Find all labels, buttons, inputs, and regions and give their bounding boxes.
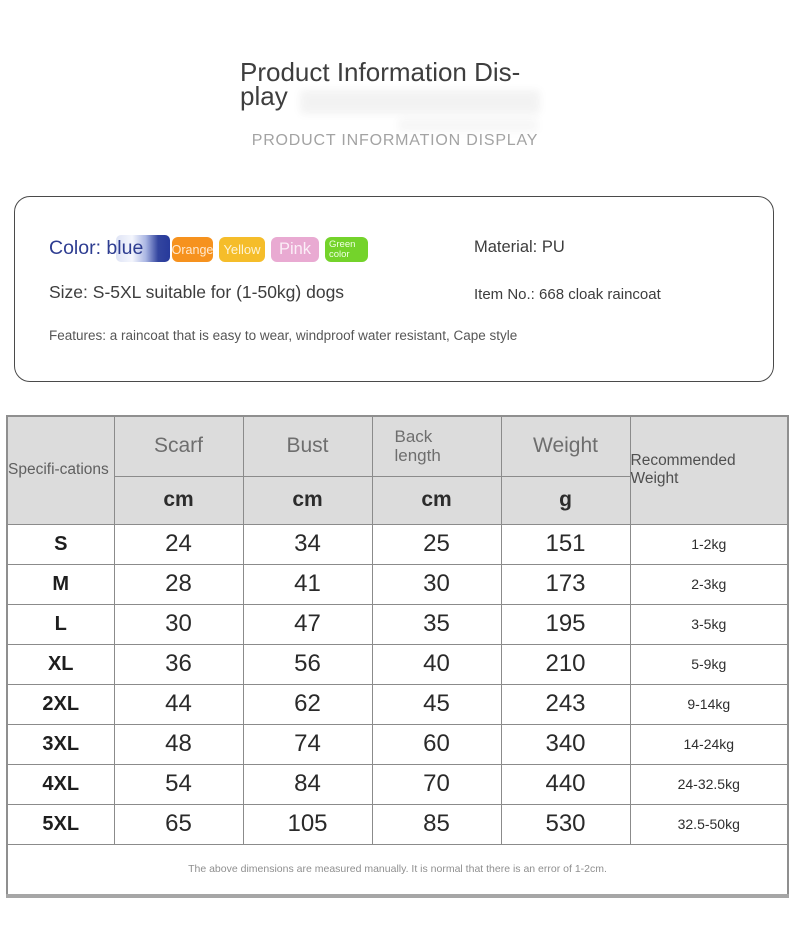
cell-back: 60 [372, 724, 501, 764]
header-scarf: Scarf [114, 416, 243, 476]
cell-recommended: 9-14kg [630, 684, 788, 724]
cell-back: 35 [372, 604, 501, 644]
cell-recommended: 1-2kg [630, 524, 788, 564]
cell-back: 30 [372, 564, 501, 604]
size-chart-table [6, 415, 789, 898]
cell-scarf: 30 [114, 604, 243, 644]
cell-size: M [7, 564, 114, 604]
table-note-row [7, 844, 788, 896]
unit-back-length: cm [372, 476, 501, 524]
cell-recommended: 5-9kg [630, 644, 788, 684]
cell-weight: 243 [501, 684, 630, 724]
cell-scarf: 54 [114, 764, 243, 804]
page-title-line2: play [240, 81, 288, 111]
table-row-5xl [7, 804, 788, 844]
cell-bust: 34 [243, 524, 372, 564]
cell-recommended: 32.5-50kg [630, 804, 788, 844]
cell-scarf: 65 [114, 804, 243, 844]
header-bust: Bust [243, 416, 372, 476]
header-weight: Weight [501, 416, 630, 476]
cell-scarf: 24 [114, 524, 243, 564]
cell-recommended: 14-24kg [630, 724, 788, 764]
page-title-line1: Product Information Dis- [240, 57, 521, 87]
cell-size: L [7, 604, 114, 644]
cell-back: 25 [372, 524, 501, 564]
table-row-m [7, 564, 788, 604]
cell-bust: 47 [243, 604, 372, 644]
cell-recommended: 2-3kg [630, 564, 788, 604]
cell-back: 45 [372, 684, 501, 724]
color-badges [172, 237, 368, 262]
item-number-text: Item No.: 668 cloak raincoat [474, 286, 661, 303]
cell-size: S [7, 524, 114, 564]
table-header-row-labels [7, 416, 788, 476]
product-info-card [14, 196, 774, 382]
table-row-xl [7, 644, 788, 684]
cell-bust: 84 [243, 764, 372, 804]
table-row-s [7, 524, 788, 564]
header-back-length: Back length [372, 416, 501, 476]
cell-weight: 173 [501, 564, 630, 604]
cell-back: 85 [372, 804, 501, 844]
header-recommended-weight: Recommended Weight [630, 416, 788, 524]
size-text: Size: S-5XL suitable for (1-50kg) dogs [49, 282, 345, 302]
color-badge-pink: Pink [271, 237, 319, 262]
cell-weight: 340 [501, 724, 630, 764]
table-row-3xl [7, 724, 788, 764]
cell-scarf: 28 [114, 564, 243, 604]
cell-size: XL [7, 644, 114, 684]
cell-weight: 440 [501, 764, 630, 804]
cell-size: 4XL [7, 764, 114, 804]
unit-bust: cm [243, 476, 372, 524]
cell-bust: 74 [243, 724, 372, 764]
color-label: Color: blue [49, 237, 144, 259]
cell-size: 5XL [7, 804, 114, 844]
cell-size: 3XL [7, 724, 114, 764]
cell-weight: 195 [501, 604, 630, 644]
cell-weight: 210 [501, 644, 630, 684]
cell-recommended: 24-32.5kg [630, 764, 788, 804]
color-badge-orange: Orange [172, 237, 213, 262]
cell-size: 2XL [7, 684, 114, 724]
page-subtitle: PRODUCT INFORMATION DISPLAY [251, 132, 539, 149]
material-text: Material: PU [474, 238, 565, 256]
cell-weight: 530 [501, 804, 630, 844]
cell-back: 70 [372, 764, 501, 804]
page-title [240, 57, 570, 111]
cell-scarf: 44 [114, 684, 243, 724]
cell-weight: 151 [501, 524, 630, 564]
cell-scarf: 48 [114, 724, 243, 764]
cell-scarf: 36 [114, 644, 243, 684]
cell-bust: 105 [243, 804, 372, 844]
unit-scarf: cm [114, 476, 243, 524]
cell-recommended: 3-5kg [630, 604, 788, 644]
cell-bust: 41 [243, 564, 372, 604]
table-row-4xl [7, 764, 788, 804]
cell-back: 40 [372, 644, 501, 684]
header-specifications: Specifi-cations [7, 416, 114, 524]
watermark-blur [398, 118, 538, 132]
cell-bust: 56 [243, 644, 372, 684]
table-row-l [7, 604, 788, 644]
features-text: Features: a raincoat that is easy to wear, windproof water resistant, Cape style [49, 328, 518, 343]
unit-weight: g [501, 476, 630, 524]
color-badge-green: Green color [325, 237, 368, 262]
cell-bust: 62 [243, 684, 372, 724]
table-row-2xl [7, 684, 788, 724]
measurement-note: The above dimensions are measured manually. It is normal that there is an error of 1-2cm. [7, 844, 788, 896]
color-badge-yellow: Yellow [219, 237, 265, 262]
